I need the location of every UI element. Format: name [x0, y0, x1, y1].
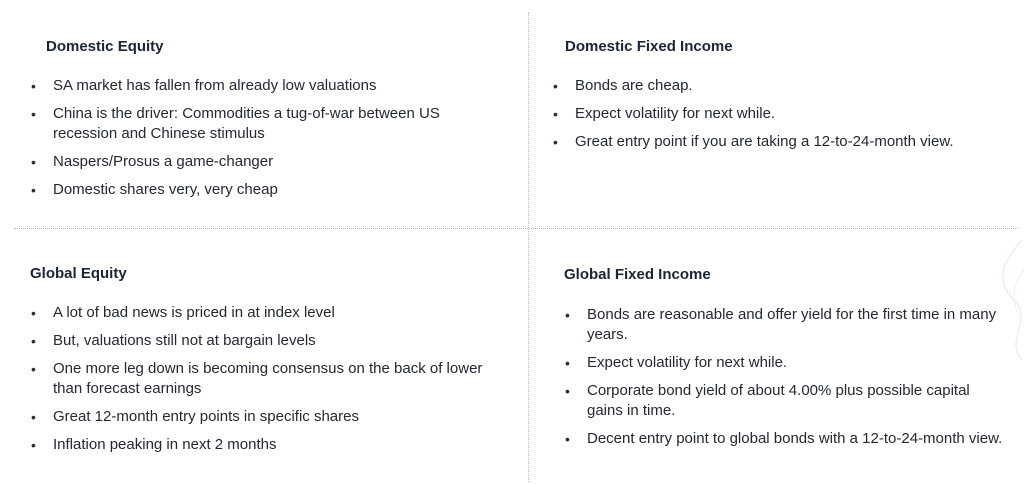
quadrant-domestic-fixed-income: [552, 38, 992, 160]
bullet-text: Bonds are reasonable and offer yield for the first time in many years.: [587, 306, 997, 343]
list-item: [30, 152, 500, 172]
quadrant-title: Global Fixed Income: [564, 266, 711, 283]
bullet-icon: •: [565, 383, 570, 399]
bullet-text: Expect volatility for next while.: [587, 354, 788, 371]
list-item: [30, 104, 500, 144]
horizontal-divider: [14, 228, 1018, 229]
bullet-list: [564, 305, 1004, 449]
quadrant-global-equity: [30, 265, 500, 463]
quadrant-title: Global Equity: [30, 265, 127, 282]
quadrant-global-fixed-income: [564, 266, 1004, 457]
list-item: [564, 353, 1004, 373]
bullet-icon: •: [31, 154, 36, 170]
list-item: [552, 76, 992, 96]
bullet-icon: •: [31, 361, 36, 377]
list-item: [30, 331, 500, 351]
bullet-text: Great 12-month entry points in specific shares: [53, 408, 359, 425]
bullet-text: Bonds are cheap.: [575, 77, 693, 94]
bullet-icon: •: [31, 437, 36, 453]
bullet-text: Corporate bond yield of about 4.00% plus possible capital gains in time.: [587, 382, 970, 419]
bullet-text: Inflation peaking in next 2 months: [53, 436, 277, 453]
bullet-list: [30, 76, 500, 200]
bullet-text: A lot of bad news is priced in at index level: [53, 304, 335, 321]
bullet-icon: •: [565, 355, 570, 371]
bullet-text: China is the driver: Commodities a tug-of-war between US recession and Chinese stimulus: [53, 105, 440, 142]
bullet-list: [552, 76, 992, 152]
bullet-icon: •: [565, 307, 570, 323]
list-item: [564, 381, 1004, 421]
list-item: [564, 305, 1004, 345]
quadrant-domestic-equity: [30, 38, 500, 208]
bullet-text: One more leg down is becoming consensus on the back of lower than forecast earnings: [53, 360, 483, 397]
bullet-icon: •: [31, 409, 36, 425]
quadrant-title: Domestic Equity: [46, 38, 164, 55]
bullet-icon: •: [553, 78, 558, 94]
bullet-icon: •: [31, 182, 36, 198]
bullet-text: Expect volatility for next while.: [575, 105, 776, 122]
list-item: [564, 429, 1004, 449]
bullet-text: Great entry point if you are taking a 12-to-24-month view.: [575, 133, 954, 150]
bullet-icon: •: [31, 305, 36, 321]
bullet-icon: •: [565, 431, 570, 447]
bullet-icon: •: [553, 106, 558, 122]
bullet-icon: •: [31, 106, 36, 122]
list-item: [30, 359, 500, 399]
list-item: [30, 407, 500, 427]
list-item: [30, 435, 500, 455]
list-item: [552, 104, 992, 124]
bullet-text: SA market has fallen from already low valuations: [53, 77, 377, 94]
bullet-text: But, valuations still not at bargain levels: [53, 332, 316, 349]
list-item: [30, 303, 500, 323]
bullet-icon: •: [31, 78, 36, 94]
bullet-icon: •: [31, 333, 36, 349]
list-item: [30, 180, 500, 200]
list-item: [552, 132, 992, 152]
bullet-text: Decent entry point to global bonds with a 12-to-24-month view.: [587, 430, 1003, 447]
bullet-list: [30, 303, 500, 455]
bullet-text: Domestic shares very, very cheap: [53, 181, 278, 198]
quadrant-title: Domestic Fixed Income: [565, 38, 733, 55]
bullet-text: Naspers/Prosus a game-changer: [53, 153, 274, 170]
list-item: [30, 76, 500, 96]
bullet-icon: •: [553, 134, 558, 150]
vertical-divider: [528, 12, 529, 482]
